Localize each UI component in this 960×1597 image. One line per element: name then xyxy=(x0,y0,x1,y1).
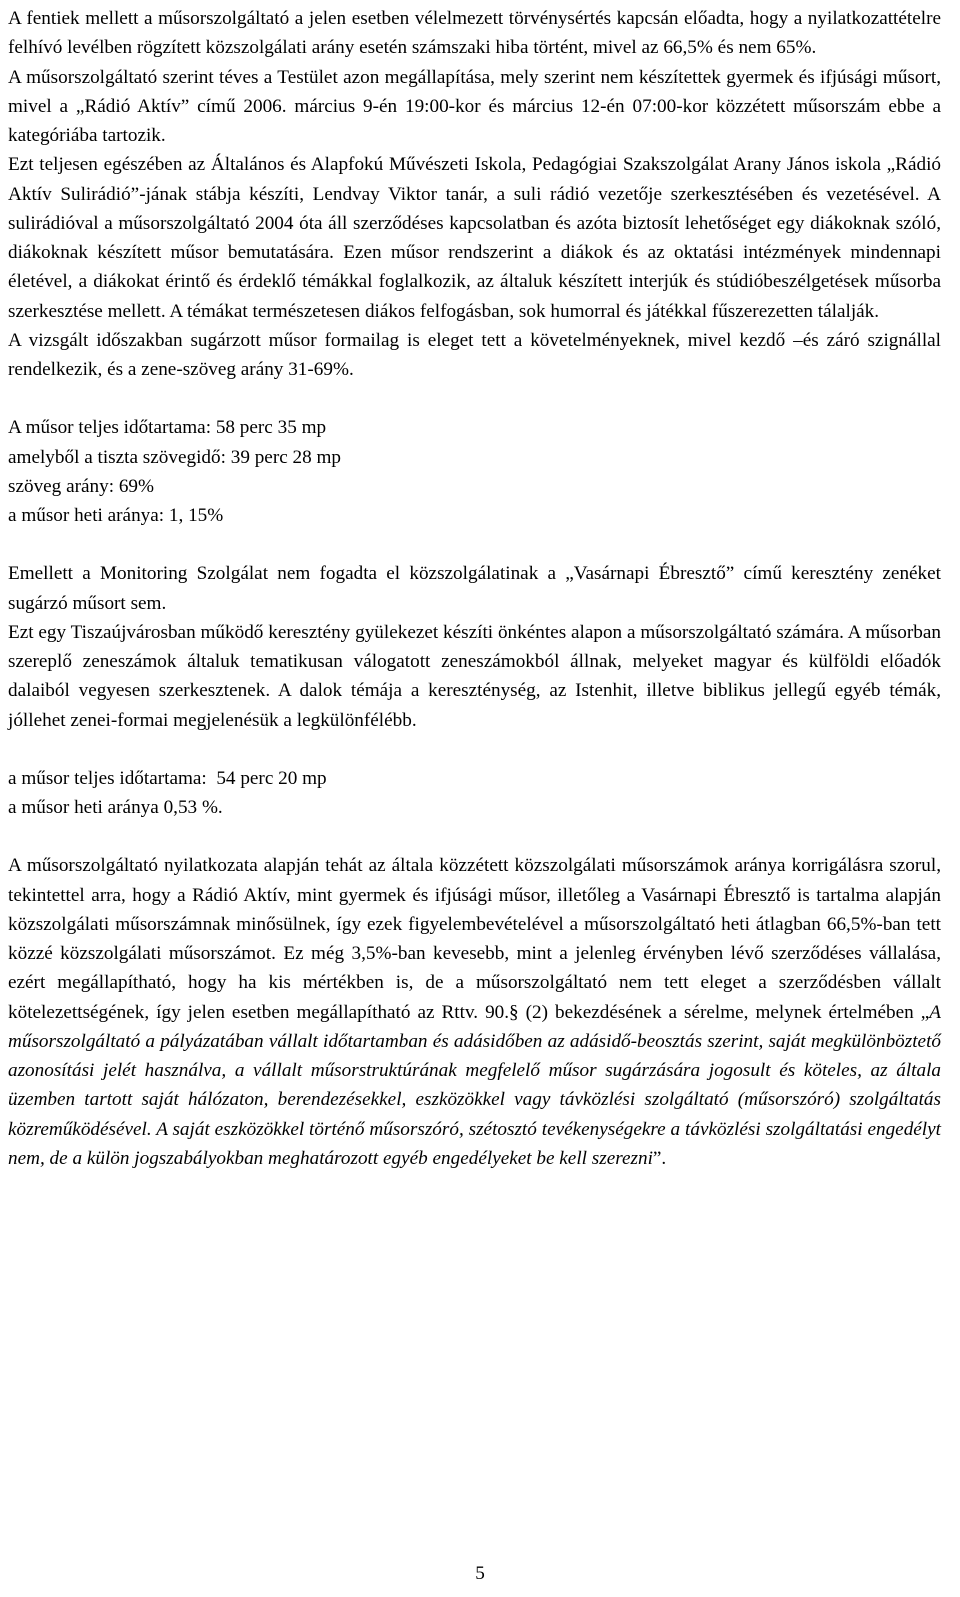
stats-block-radio-aktiv xyxy=(8,413,941,530)
stat-line: a műsor heti aránya 0,53 %. xyxy=(8,797,223,818)
page-number: 5 xyxy=(475,1563,485,1584)
stats-block-vasarnapi xyxy=(8,764,941,823)
paragraph-format-requirements: A vizsgált időszakban sugárzott műsor formailag is eleget tett a követelményeknek, mivel kezdő –és záró szignállal rendelkezik, és a zene-szöveg arány 31-69%. xyxy=(8,329,941,380)
stat-line: A műsor teljes időtartama: 58 perc 35 mp xyxy=(8,417,327,439)
quote-end: ”. xyxy=(652,1147,667,1169)
paragraph-church-program: Ezt egy Tiszaújvárosban működő keresztény gyülekezet készíti önkéntes alapon a műsorszolgáltató számára. A műsorban szereplő zeneszámok általuk tematikusan válogatott zeneszámokból állnak, melyeket magyar és külföldi előadók dalaiból vegyesen szerkesztenek. A dalok témája a kereszténység, az Istenhit, illetve biblikus jellegű egyéb témák, jóllehet zenei-formai megjelenésük a legkülönfélébb. xyxy=(8,621,941,731)
spacer xyxy=(8,384,941,413)
paragraph-vasarnapi-ebreszto: Emellett a Monitoring Szolgálat nem fogadta el közszolgálatinak a „Vasárnapi Ébresztő” című keresztény zenéket sugárzó műsort sem. xyxy=(8,563,941,614)
spacer xyxy=(8,735,941,764)
legal-quote: A műsorszolgáltató a pályázatában vállalt időtartamban és adásidőben az adásidő-beosztás szerint, saját megkülönböztető azonosítási jelét használva, a vállalt műsorstruktúrának megfelelő műsor sugárzására jogosult és köteles, az általa üzemben tartott saját hálózaton, berendezésekkel, eszközökkel vagy távközlési szolgáltató (műsorszóró) szolgáltatás közreműködésével. A saját eszközökkel történő műsorszóró, szétosztó tevékenységekre a távközlési szolgáltatási engedélyt nem, de a külön jogszabályokban meghatározott egyéb engedélyeket be kell szerezni xyxy=(8,1001,941,1169)
spacer xyxy=(8,822,941,851)
spacer xyxy=(8,530,941,559)
paragraph-school-radio: Ezt teljesen egészében az Általános és Alapfokú Művészeti Iskola, Pedagógiai Szakszolgálat Arany János iskola „Rádió Aktív Sulirádió”-jának stábja készíti, Lendvay Viktor tanár, a suli rádió vezetője szerkesztésében és vezetésével. A sulirádióval a műsorszolgáltató 2004 óta áll szerződéses kapcsolatban és azóta biztosít lehetőséget egy diákoknak szóló, diákoknak készített műsor bemutatására. Ezen műsor rendszerint a diákok és az oktatási intézmények mindennapi életével, a diákokat érintő és érdeklő témákkal foglalkozik, az általuk készített interjúk és stúdióbeszélgetések műsorba szerkesztése mellett. A témákat természetesen diákos felfogásban, sok humorral és játékkal fűszerezetten tálalják. xyxy=(8,154,941,322)
paragraph-numerical-error: A fentiek mellett a műsorszolgáltató a jelen esetben vélelmezett törvénysértés kapcsán előadta, hogy a nyilatkozattételre felhívó levélben rögzített közszolgálati arány esetén számszaki hiba történt, mivel az 66,5% és nem 65%. xyxy=(8,8,941,59)
stat-line: a műsor heti aránya: 1, 15% xyxy=(8,505,224,526)
stat-line: a műsor teljes időtartama: 54 perc 20 mp xyxy=(8,767,327,789)
paragraph-conclusion xyxy=(8,851,941,1173)
conclusion-text: A műsorszolgáltató nyilatkozata alapján tehát az általa közzétett közszolgálati műsorszámok aránya korrigálásra szorul, tekintettel arra, hogy a Rádió Aktív, mint gyermek és ifjúsági műsor, illetőleg a Vasárnapi Ébresztő is tartalma alapján közszolgálati műsorszámnak minősülnek, így ezek figyelembevételével a műsorszolgáltató heti átlagban 66,5%-ban tett közzé közszolgálati műsorszámot. Ez még 3,5%-ban kevesebb, mint a jelenleg érvényben lévő szerződéses vállalása, ezért megállapítható, hogy ha kis mértékben is, de a műsorszolgáltató nem tett eleget a szerződésben vállalt kötelezettségének, így jelen esetben megállapítható az Rttv. 90.§ (2) bekezdésének a sérelme, melynek értelmében „ xyxy=(8,855,941,1023)
document-page xyxy=(8,4,941,1173)
paragraph-radio-aktiv-claim: A műsorszolgáltató szerint téves a Testület azon megállapítása, mely szerint nem készítettek gyermek és ifjúsági műsort, mivel a „Rádió Aktív” című 2006. március 9-én 19:00-kor és március 12-én 07:00-kor közzétett műsorszám ebbe a kategóriába tartozik. xyxy=(8,66,941,146)
stat-line: amelyből a tiszta szövegidő: 39 perc 28 mp xyxy=(8,446,342,468)
stat-line: szöveg arány: 69% xyxy=(8,475,154,497)
